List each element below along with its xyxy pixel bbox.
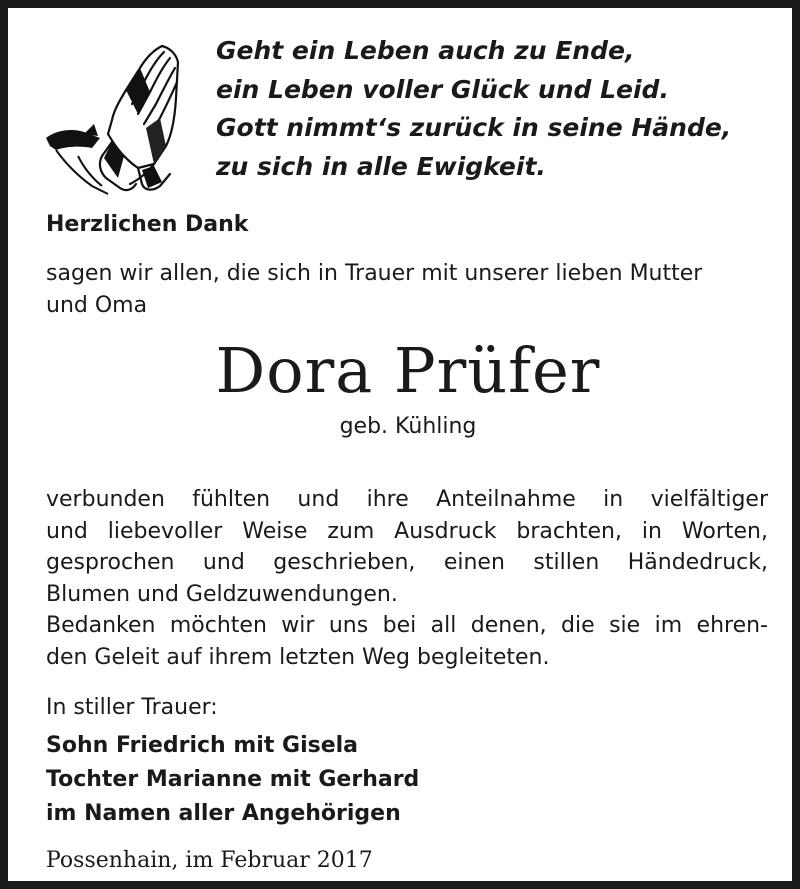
body-line: den Geleit auf ihrem letzten Weg begleiteten. [46, 644, 550, 670]
poem-line: zu sich in alle Ewigkeit. [216, 151, 546, 181]
memorial-poem [216, 32, 786, 186]
thanks-body [46, 484, 768, 673]
mourner-line: Tochter Marianne mit Gerhard [46, 767, 420, 792]
mourner-line: im Namen aller Angehörigen [46, 801, 401, 826]
intro-text [46, 258, 768, 322]
body-line: Bedanken möchten wir uns bei all denen, die sie im ehren- [46, 613, 768, 638]
body-line: gesprochen und geschrieben, einen stillen Händedruck, [46, 550, 768, 575]
mourner-line: Sohn Friedrich mit Gisela [46, 733, 359, 758]
body-line: und liebevoller Weise zum Ausdruck brachten, in Worten, [46, 518, 768, 544]
body-line: verbunden fühlten und ihre Anteilnahme in vielfältiger [46, 487, 768, 512]
intro-line: und Oma [46, 293, 148, 318]
body-line: Blumen und Geldzuwendungen. [46, 581, 398, 607]
poem-line: Gott nimmt‘s zurück in seine Hände, [216, 113, 732, 142]
mourners-list [46, 729, 419, 831]
praying-hands-icon [42, 38, 182, 198]
intro-line: sagen wir allen, die sich in Trauer mit unserer lieben Mutter [46, 261, 703, 286]
mourning-label: In stiller Trauer: [46, 695, 218, 720]
birth-name: geb. Kühling [339, 414, 477, 439]
place-date: Possenhain, im Februar 2017 [46, 848, 373, 873]
poem-line: Geht ein Leben auch zu Ende, [216, 36, 635, 65]
thanks-heading: Herzlichen Dank [46, 212, 249, 237]
deceased-name: Dora Prüfer [215, 334, 601, 407]
poem-line: ein Leben voller Glück und Leid. [216, 74, 669, 104]
